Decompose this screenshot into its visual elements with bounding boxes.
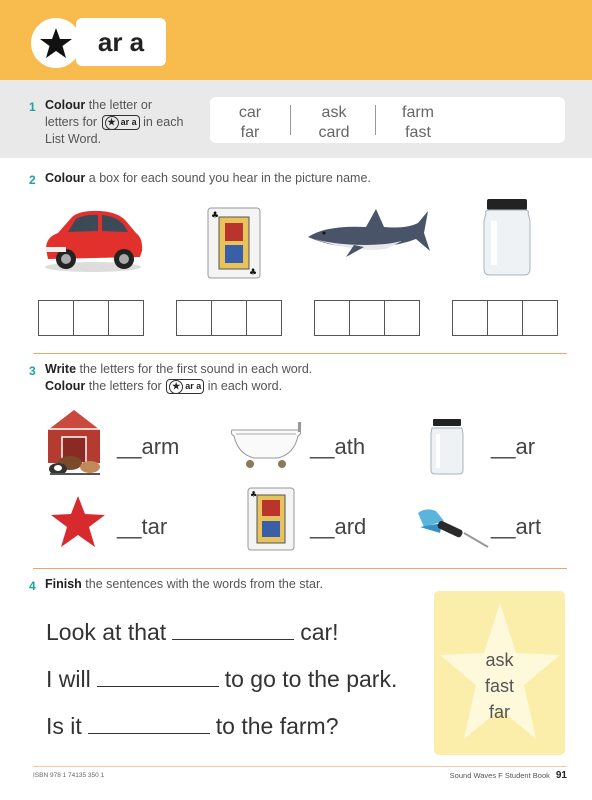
- instruction-text: a box for each sound you hear in the picture name.: [88, 171, 371, 185]
- car-image: [40, 205, 146, 275]
- instruction-text: the letters for the first sound in each word.: [79, 362, 313, 376]
- jar-image: [429, 418, 465, 476]
- answer-blank[interactable]: [97, 668, 219, 687]
- playing-card-image: [207, 207, 261, 279]
- star-badge: [31, 18, 81, 68]
- list-word[interactable]: fast: [405, 124, 431, 141]
- dart-image: [416, 505, 490, 551]
- sound-box[interactable]: [349, 300, 385, 336]
- playing-card-image: [247, 487, 295, 551]
- book-title: Sound Waves F Student Book: [449, 771, 550, 780]
- instruction-text: List Word.: [45, 132, 102, 146]
- sound-boxes: [315, 300, 420, 336]
- sound-key: [166, 379, 204, 394]
- farm-image: [40, 405, 108, 479]
- sentence-1: [46, 619, 339, 646]
- sound-key-label: ar a: [185, 381, 202, 392]
- section-2-number: 2: [29, 173, 36, 187]
- word-column: [210, 103, 290, 143]
- sound-box[interactable]: [38, 300, 74, 336]
- star-word[interactable]: far: [488, 702, 510, 722]
- svg-text:♣: ♣: [211, 211, 220, 221]
- sentence-text: to the farm?: [215, 713, 339, 739]
- bathtub-image: [228, 420, 304, 472]
- answer-blank[interactable]: [88, 715, 210, 734]
- instruction-text: in each word.: [207, 379, 283, 393]
- word-column: [294, 103, 374, 143]
- sound-box[interactable]: [522, 300, 558, 336]
- isbn: ISBN 978 1 74135 350 1: [33, 772, 105, 779]
- instruction-text: the sentences with the words from the star.: [85, 577, 323, 591]
- jar-image: [481, 197, 533, 277]
- page-title: [76, 18, 166, 66]
- word-column: [378, 103, 458, 143]
- footer-book: [450, 770, 567, 781]
- sound-key: [102, 115, 140, 130]
- sentence-text: car!: [300, 619, 339, 645]
- sound-box[interactable]: [176, 300, 212, 336]
- sound-box[interactable]: [384, 300, 420, 336]
- instruction-verb: Write: [45, 362, 77, 376]
- red-star-image: [48, 494, 108, 550]
- list-word[interactable]: card: [318, 124, 350, 141]
- instruction-text: the letter or: [88, 98, 152, 112]
- word-blank-bath[interactable]: __ath: [310, 434, 366, 459]
- list-word[interactable]: farm: [402, 104, 434, 121]
- sentence-text: Look at that: [46, 619, 167, 645]
- svg-text:♣: ♣: [250, 490, 258, 499]
- section-3-instruction: [45, 361, 312, 395]
- section-1-instruction: [45, 97, 205, 148]
- list-word[interactable]: ask: [321, 104, 347, 121]
- page-title-text: ar a: [97, 26, 145, 57]
- word-blank-jar[interactable]: __ar: [491, 434, 536, 459]
- word-blank-farm[interactable]: __arm: [117, 434, 180, 459]
- word-blank-dart[interactable]: __art: [491, 514, 542, 539]
- svg-text:♣: ♣: [249, 268, 258, 278]
- section-4-instruction: [45, 576, 323, 593]
- page-number: 91: [555, 770, 567, 781]
- sound-box[interactable]: [73, 300, 109, 336]
- sentence-3: [46, 713, 339, 740]
- sentence-2: [46, 666, 397, 693]
- sound-box[interactable]: [487, 300, 523, 336]
- star-word-list: [434, 647, 565, 725]
- list-words-box: [210, 97, 565, 143]
- section-4-number: 4: [29, 579, 36, 593]
- word-blank-card[interactable]: __ard: [310, 514, 367, 539]
- star-word[interactable]: ask: [485, 650, 514, 670]
- sound-box[interactable]: [246, 300, 282, 336]
- instruction-text: letters for: [45, 115, 98, 129]
- divider: [375, 105, 376, 135]
- sound-box[interactable]: [452, 300, 488, 336]
- word-star-box: [434, 591, 565, 755]
- sentence-text: to go to the park.: [224, 666, 398, 692]
- list-word[interactable]: car: [238, 104, 262, 121]
- instruction-verb: Colour: [45, 98, 86, 112]
- instruction-text: the letters for: [88, 379, 162, 393]
- instruction-text: in each: [143, 115, 184, 129]
- shark-image: [306, 205, 432, 265]
- sentence-text: Is it: [46, 713, 82, 739]
- footer-divider: [33, 766, 567, 767]
- sound-boxes: [39, 300, 144, 336]
- sound-key-label: ar a: [120, 117, 137, 128]
- star-word[interactable]: fast: [484, 676, 514, 696]
- instruction-verb: Colour: [45, 171, 86, 185]
- sound-boxes: [453, 300, 558, 336]
- section-divider: [33, 568, 567, 569]
- section-2-instruction: [45, 170, 371, 187]
- instruction-verb: Colour: [45, 379, 86, 393]
- word-blank-star[interactable]: __tar: [117, 514, 168, 539]
- star-icon: ★: [169, 380, 183, 394]
- divider: [290, 105, 291, 135]
- sound-box[interactable]: [314, 300, 350, 336]
- header-banner: [0, 0, 592, 80]
- section-divider: [33, 353, 567, 354]
- sound-box[interactable]: [108, 300, 144, 336]
- list-word[interactable]: far: [240, 124, 260, 141]
- sound-boxes: [177, 300, 282, 336]
- sound-box[interactable]: [211, 300, 247, 336]
- star-icon: ★: [105, 116, 119, 130]
- section-3-number: 3: [29, 364, 36, 378]
- sentence-text: I will: [46, 666, 91, 692]
- star-icon: [39, 26, 73, 60]
- answer-blank[interactable]: [172, 621, 294, 640]
- section-1-number: 1: [29, 100, 36, 114]
- instruction-verb: Finish: [45, 577, 82, 591]
